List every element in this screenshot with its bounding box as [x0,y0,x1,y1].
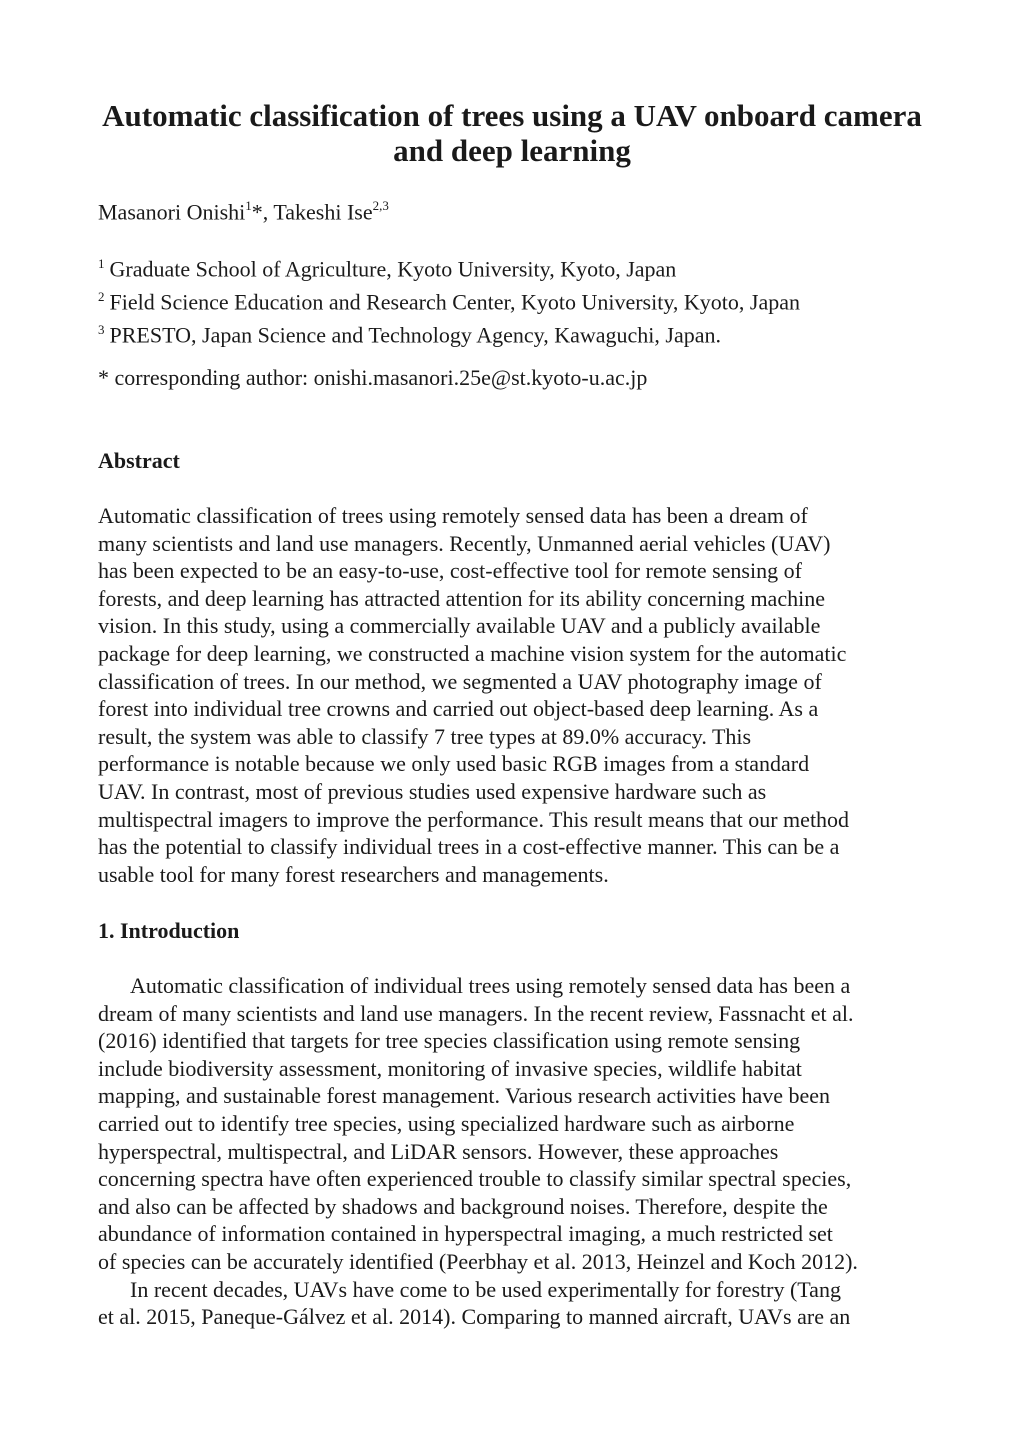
affiliation-text: PRESTO, Japan Science and Technology Agency, Kawaguchi, Japan. [109,321,721,347]
affiliation-list [98,250,978,348]
affiliation-number: 2 [98,288,105,304]
author-list [98,193,389,226]
affiliation-number: 3 [98,321,105,337]
abstract-line: classification of trees. In our method, we segmented a UAV photography image of [98,668,822,694]
affiliation-item [98,250,978,283]
affiliation-number: 1 [98,256,105,271]
author-name: Masanori Onishi [98,199,246,225]
abstract-line: usable tool for many forest researchers and managements. [98,861,609,887]
affiliation-text: Graduate School of Agriculture, Kyoto University, Kyoto, Japan [109,256,677,282]
introduction-line: and also can be affected by shadows and background noises. Therefore, despite the [98,1193,828,1219]
introduction-line: In recent decades, UAVs have come to be used experimentally for forestry (Tang [130,1276,841,1302]
title-line-2: and deep learning [393,133,631,168]
abstract-line: has the potential to classify individual trees in a cost-effective manner. This can be a [98,834,840,860]
abstract-line: forests, and deep learning has attracted attention for its ability concerning machine [98,585,825,611]
introduction-line: carried out to identify tree species, using specialized hardware such as airborne [98,1110,795,1136]
abstract-line: vision. In this study, using a commercially available UAV and a publicly available [98,613,821,639]
paper-title [60,98,964,168]
affiliation-text: Field Science Education and Research Center, Kyoto University, Kyoto, Japan [109,289,801,315]
author-name: Takeshi Ise [273,199,373,225]
corresponding-author: * corresponding author: onishi.masanori.25e@st.kyoto-u.ac.jp [98,365,648,390]
abstract-line: has been expected to be an easy-to-use, cost-effective tool for remote sensing of [98,558,802,584]
abstract-line: Automatic classification of trees using remotely sensed data has been a dream of [98,503,808,528]
introduction-line: mapping, and sustainable forest management. Various research activities have been [98,1083,831,1109]
author-affiliation-sup: 2,3 [372,198,389,213]
abstract-line: forest into individual tree crowns and carried out object-based deep learning. As a [98,696,819,722]
introduction-line: hyperspectral, multispectral, and LiDAR sensors. However, these approaches [98,1138,779,1164]
title-line-1: Automatic classification of trees using a UAV onboard camera [102,98,922,133]
introduction-line: dream of many scientists and land use managers. In the recent review, Fassnacht et al. [98,1000,854,1026]
affiliation-item [98,283,978,316]
abstract-line: result, the system was able to classify 7 tree types at 89.0% accuracy. This [98,723,752,749]
abstract-heading: Abstract [98,448,180,473]
affiliation-item [98,316,978,349]
abstract-line: performance is notable because we only used basic RGB images from a standard [98,751,810,777]
abstract-line: multispectral imagers to improve the performance. This result means that our method [98,806,850,832]
author-affiliation-sup: 1 [245,198,252,213]
introduction-line: Automatic classification of individual trees using remotely sensed data has been a [130,973,851,998]
introduction-line: concerning spectra have often experienced trouble to classify similar spectral species, [98,1166,852,1192]
abstract-line: many scientists and land use managers. Recently, Unmanned aerial vehicles (UAV) [98,530,831,556]
introduction-line: of species can be accurately identified (Peerbhay et al. 2013, Heinzel and Koch 2012). [98,1248,858,1274]
introduction-line: include biodiversity assessment, monitoring of invasive species, wildlife habitat [98,1055,802,1081]
introduction-body [98,972,938,1331]
introduction-heading: 1. Introduction [98,918,240,943]
introduction-line: et al. 2015, Paneque-Gálvez et al. 2014). Comparing to manned aircraft, UAVs are an [98,1304,851,1330]
corresponding-mark: *, [251,199,274,225]
abstract-line: UAV. In contrast, most of previous studies used expensive hardware such as [98,778,767,804]
abstract-body [98,502,938,888]
abstract-line: package for deep learning, we constructed a machine vision system for the automatic [98,640,847,666]
introduction-line: (2016) identified that targets for tree species classification using remote sensing [98,1028,801,1054]
introduction-line: abundance of information contained in hyperspectral imaging, a much restricted set [98,1221,833,1247]
